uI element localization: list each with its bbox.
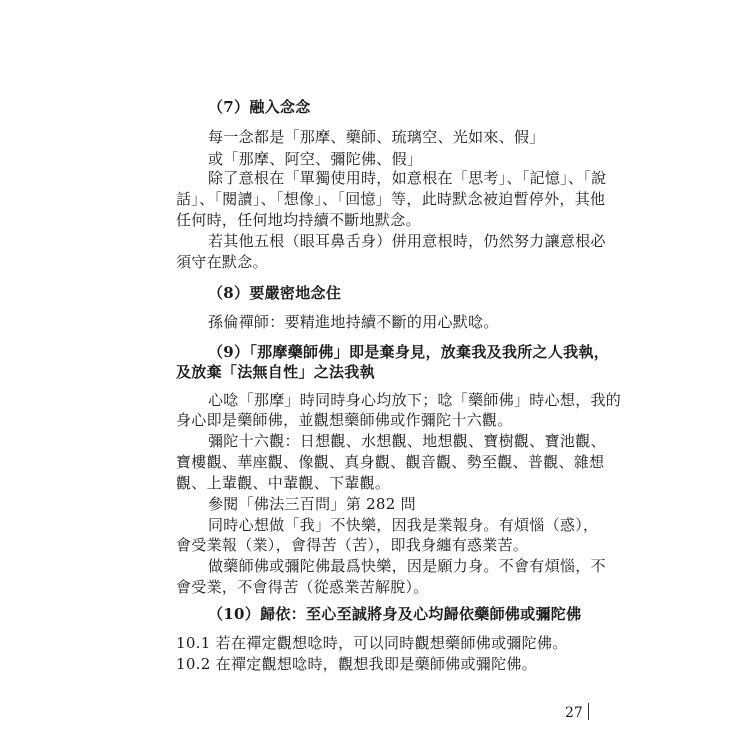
section-7-line-5: 任何時，任何地均持續不斷地默念。 xyxy=(176,211,421,229)
section-8-heading: （8）要嚴密地念住 xyxy=(208,284,342,302)
section-7-heading: （7）融入念念 xyxy=(208,98,311,116)
section-9-line-8: 會受業報（業），會得苦（苦），即我身纏有惑業苦。 xyxy=(176,536,529,554)
page-number-rule xyxy=(588,703,589,720)
section-10-line-1: 10.1 若在禪定觀想唸時，可以同時觀想藥師佛或彌陀佛。 xyxy=(176,634,568,652)
section-9-heading: （9）「那摩藥師佛」即是棄身見，放棄我及我所之人我執， xyxy=(208,343,610,361)
section-10-line-2: 10.2 在禪定觀想唸時，觀想我即是藥師佛或彌陀佛。 xyxy=(176,655,537,673)
section-9-line-7: 同時心想做「我」不快樂，因我是業報身。有煩惱（惑）， xyxy=(208,516,599,534)
section-9-line-6: 參閱「佛法三百問」第 282 問 xyxy=(208,495,416,513)
section-7-line-2: 或「那摩、阿空、彌陀佛、假」 xyxy=(208,150,423,168)
section-9-line-10: 會受業，不會得苦（從惑業苦解脫）。 xyxy=(176,578,429,596)
section-9-heading-cont: 及放棄「法無自性」之法我執 xyxy=(176,363,375,381)
section-7-line-7: 須守在默念。 xyxy=(176,253,268,271)
section-7-line-4: 話」、「閱讀」、「想像」、「回憶」等，此時默念被迫暫停外，其他 xyxy=(176,190,606,208)
section-10-heading: （10）歸依：至心至誠將身及心均歸依藥師佛或彌陀佛 xyxy=(208,605,582,623)
section-9-line-5: 觀、上輩觀、中輩觀、下輩觀。 xyxy=(176,474,391,492)
page-number: 27 xyxy=(565,705,583,721)
section-9-line-9: 做藥師佛或彌陀佛最爲快樂，因是願力身。不會有煩惱，不 xyxy=(208,557,606,575)
section-7-line-6: 若其他五根（眼耳鼻舌身）併用意根時，仍然努力讓意根必 xyxy=(208,232,606,250)
section-9-line-3: 彌陀十六觀：日想觀、水想觀、地想觀、寶樹觀、寶池觀、 xyxy=(208,432,606,450)
section-7-line-3: 除了意根在「單獨使用時，如意根在「思考」、「記憶」、「說 xyxy=(208,169,607,187)
section-7-line-1: 每一念都是「那摩、藥師、琉璃空、光如來、假」 xyxy=(208,128,545,146)
section-9-line-1: 心唸「那摩」時同時身心均放下；唸「藥師佛」時心想，我的 xyxy=(208,391,622,409)
section-9-line-2: 身心即是藥師佛，並觀想藥師佛或作彌陀十六觀。 xyxy=(176,411,513,429)
section-9-line-4: 寶樓觀、華座觀、像觀、真身觀、觀音觀、勢至觀、普觀、雜想 xyxy=(176,453,605,471)
section-8-line-1: 孫倫禪師：要精進地持續不斷的用心默唸。 xyxy=(208,313,499,331)
